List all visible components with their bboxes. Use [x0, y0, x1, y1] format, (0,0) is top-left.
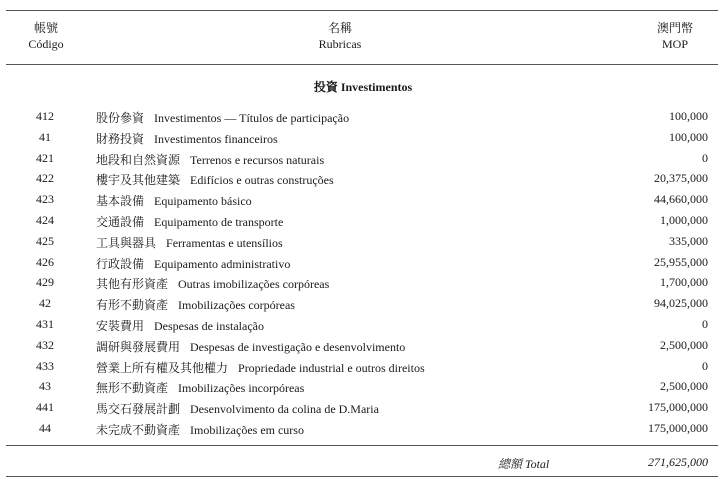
- account-amount: 100,000: [669, 109, 708, 123]
- header-name-zh: 名稱: [327, 21, 352, 35]
- account-code: 43: [39, 379, 51, 394]
- account-name-pt: Imobilizações em curso: [190, 423, 304, 437]
- account-name-pt: Desenvolvimento da colina de D.Maria: [190, 402, 379, 417]
- account-name-pt: Imobilizações corpóreas: [178, 298, 295, 313]
- account-name-zh: 營業上所有權及其他權力: [96, 360, 229, 375]
- account-code: 412: [36, 109, 54, 123]
- account-amount: 1,700,000: [660, 275, 708, 290]
- table-row: [0, 376, 726, 397]
- table-row: [0, 231, 726, 252]
- account-description: [96, 109, 349, 126]
- header-currency-pt: MOP: [661, 37, 688, 51]
- account-name-zh: 地段和自然資源: [96, 152, 181, 167]
- account-code: 431: [36, 317, 54, 331]
- account-code: 41: [39, 129, 51, 144]
- header-code: [16, 20, 76, 52]
- account-amount: 1,000,000: [660, 213, 708, 227]
- account-description: [96, 213, 283, 230]
- header-currency: [640, 20, 710, 52]
- account-description: [96, 171, 334, 188]
- account-amount: 175,000,000: [648, 421, 708, 435]
- account-name-pt: Equipamento de transporte: [154, 215, 284, 229]
- account-code: 432: [36, 337, 54, 352]
- table-row: [0, 356, 726, 377]
- account-name-zh: 交通設備: [96, 215, 145, 229]
- account-amount: 175,000,000: [648, 400, 708, 415]
- account-code: 44: [39, 421, 51, 435]
- account-description: [96, 338, 405, 355]
- header-code-zh: 帳號: [33, 21, 58, 35]
- account-description: [96, 400, 379, 417]
- account-name-pt: Ferramentas e utensílios: [166, 235, 283, 250]
- table-row: [0, 189, 726, 210]
- account-name-zh: 有形不動資產: [96, 298, 169, 313]
- account-code: 424: [36, 213, 54, 227]
- table-row: [0, 314, 726, 335]
- account-name-pt: Propriedade industrial e outros direitos: [238, 360, 425, 375]
- table-row: [0, 168, 726, 189]
- account-amount: 20,375,000: [654, 171, 708, 186]
- account-description: [96, 421, 304, 438]
- table-row: [0, 252, 726, 273]
- account-name-pt: Equipamento administrativo: [154, 256, 291, 271]
- account-amount: 0: [702, 358, 708, 373]
- account-name-pt: Investimentos financeiros: [154, 131, 278, 146]
- account-name-zh: 行政設備: [96, 256, 145, 271]
- account-description: [96, 317, 264, 334]
- account-name-zh: 其他有形資產: [96, 277, 169, 292]
- account-description: [96, 130, 278, 147]
- account-amount: 2,500,000: [660, 379, 708, 394]
- account-code: 441: [36, 400, 54, 415]
- table-row: [0, 148, 726, 169]
- account-amount: 94,025,000: [654, 296, 708, 311]
- account-name-zh: 財務投資: [96, 131, 145, 146]
- table-row: [0, 293, 726, 314]
- account-description: [96, 234, 283, 251]
- account-description: [96, 275, 329, 292]
- account-code: 429: [36, 275, 54, 290]
- account-name-zh: 未完成不動資產: [96, 423, 181, 437]
- table-row: [0, 418, 726, 439]
- header-name: [300, 20, 380, 52]
- account-name-pt: Despesas de investigação e desenvolvimento: [190, 339, 406, 354]
- account-amount: 0: [702, 317, 708, 331]
- header-code-pt: Código: [28, 37, 64, 51]
- account-name-pt: Outras imobilizações corpóreas: [178, 277, 330, 292]
- account-amount: 100,000: [669, 129, 708, 144]
- account-name-zh: 基本設備: [96, 194, 145, 209]
- table-row: [0, 335, 726, 356]
- account-name-pt: Equipamento básico: [154, 194, 252, 209]
- account-name-zh: 調研與發展費用: [96, 339, 181, 354]
- account-description: [96, 296, 295, 313]
- account-code: 426: [36, 254, 54, 269]
- header-bottom-rule: [6, 64, 718, 65]
- account-code: 425: [36, 233, 54, 248]
- header-name-pt: Rubricas: [318, 37, 362, 51]
- account-code: 421: [36, 150, 54, 165]
- account-code: 423: [36, 192, 54, 207]
- account-name-pt: Edifícios e outras construções: [190, 173, 334, 188]
- account-name-pt: Despesas de instalação: [154, 319, 264, 333]
- account-description: [96, 359, 425, 376]
- account-name-pt: Imobilizações incorpóreas: [178, 381, 305, 396]
- account-amount: 2,500,000: [660, 337, 708, 352]
- table-row: [0, 272, 726, 293]
- account-description: [96, 379, 304, 396]
- account-name-zh: 股份參資: [96, 111, 145, 125]
- bottom-rule: [6, 476, 718, 477]
- account-name-pt: Terrenos e recursos naturais: [190, 152, 325, 167]
- account-amount: 335,000: [669, 233, 708, 248]
- table-row: [0, 106, 726, 127]
- account-name-zh: 樓宇及其他建築: [96, 173, 181, 188]
- section-title: 投資 Investimentos: [313, 80, 413, 94]
- account-code: 433: [36, 358, 54, 373]
- table-row: [0, 127, 726, 148]
- total-label: 總額 Total: [498, 457, 550, 471]
- account-name-zh: 安裝費用: [96, 319, 145, 333]
- total-top-rule: [6, 445, 718, 446]
- top-rule: [6, 10, 718, 11]
- account-code: 42: [39, 296, 51, 311]
- table-row: [0, 210, 726, 231]
- account-amount: 25,955,000: [654, 254, 708, 269]
- account-name-zh: 工具與器具: [96, 235, 157, 250]
- account-name-zh: 馬交石發展計劃: [96, 402, 181, 417]
- total-amount: 271,625,000: [648, 455, 708, 469]
- account-name-zh: 無形不動資產: [96, 381, 169, 396]
- account-description: [96, 255, 290, 272]
- account-name-pt: Investimentos — Títulos de participação: [154, 111, 350, 125]
- account-description: [96, 192, 252, 209]
- account-amount: 0: [702, 150, 708, 165]
- account-amount: 44,660,000: [654, 192, 708, 207]
- account-code: 422: [36, 171, 54, 186]
- table-row: [0, 397, 726, 418]
- header-currency-zh: 澳門幣: [656, 21, 693, 35]
- account-description: [96, 151, 324, 168]
